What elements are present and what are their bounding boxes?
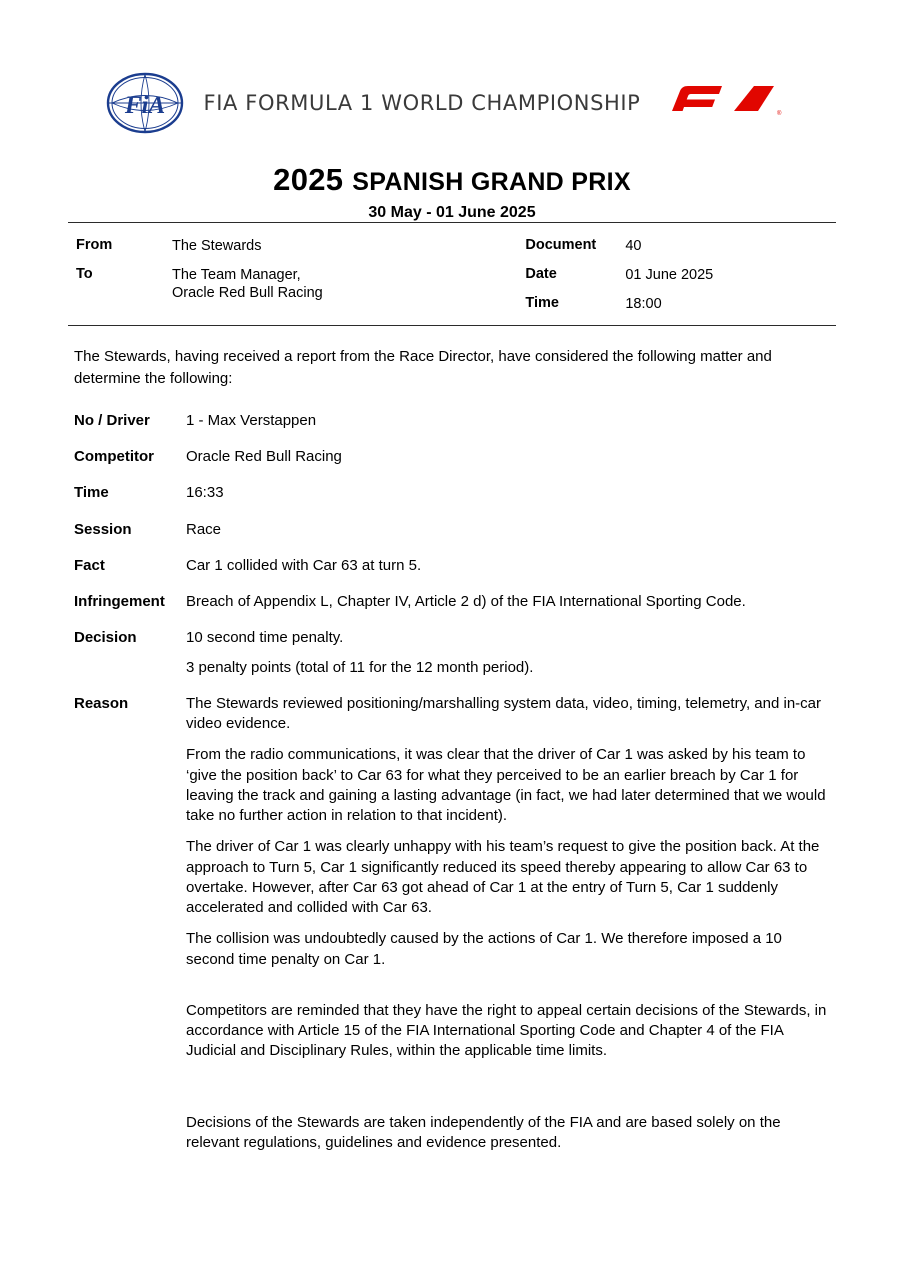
details-block <box>66 389 838 1164</box>
reason-value <box>186 694 830 1164</box>
reason-spacer-2 <box>186 1073 830 1093</box>
meta-right-column <box>467 237 836 313</box>
time-label: Time <box>525 295 559 312</box>
time-value: 18:00 <box>625 296 662 313</box>
reason-paragraph-2: From the radio communications, it was clear that the driver of Car 1 was asked by his team to ‘give the position back’ to Car 63 for what they perceived to be an earlier breach by Car 1 for leaving the track and gaining a lasting advantage (in fact, we had later determined that we would take no further action in relation to that incident). <box>186 746 826 825</box>
event-year: 2025 <box>273 162 344 197</box>
fact-value: Car 1 collided with Car 63 at turn 5. <box>186 556 422 574</box>
detail-row-fact <box>74 556 830 576</box>
reason-paragraph-5: Competitors are reminded that they have the right to appeal certain decisions of the Stewards, in accordance with Article 15 of the FIA International Sporting Code and Chapter 4 of the FIA Judicial and Disciplinary Rules, within the applicable time limits. <box>186 1001 827 1060</box>
svg-text:FiA: FiA <box>124 92 166 119</box>
decision-value <box>186 628 830 678</box>
reason-spacer-1 <box>186 981 830 1001</box>
competitor-value: Oracle Red Bull Racing <box>186 448 342 466</box>
meta-row-time <box>525 295 836 313</box>
session-label: Session <box>74 520 132 538</box>
document-value: 40 <box>625 238 642 254</box>
reason-paragraph-4: The collision was undoubtedly caused by the actions of Car 1. We therefore imposed a 10 second time penalty on Car 1. <box>186 930 782 968</box>
f1-logo-icon <box>670 85 782 121</box>
fact-label: Fact <box>74 556 105 574</box>
detail-row-session <box>74 520 830 540</box>
fia-logo-icon <box>106 72 184 134</box>
no-driver-label: No / Driver <box>74 411 150 429</box>
meta-row-from <box>76 237 467 255</box>
to-label: To <box>76 266 93 283</box>
meta-row-date <box>525 266 836 284</box>
decision-label: Decision <box>74 629 137 647</box>
no-driver-value: 1 - Max Verstappen <box>186 411 317 429</box>
detail-row-decision <box>74 628 830 678</box>
to-value <box>172 266 467 302</box>
detail-row-reason <box>74 694 830 1164</box>
reason-spacer-3 <box>186 1093 830 1113</box>
date-value: 01 June 2025 <box>625 267 714 284</box>
grand-prix-title <box>66 162 838 198</box>
document-label: Document <box>525 237 597 253</box>
intro-paragraph: The Stewards, having received a report from the Race Director, have considered the following matter and determine the following: <box>74 348 772 387</box>
detail-row-time <box>74 483 830 503</box>
session-value: Race <box>186 520 222 538</box>
meta-row-document <box>525 237 836 255</box>
to-value-line1: The Team Manager, <box>172 267 301 284</box>
infringement-value: Breach of Appendix L, Chapter IV, Article 2 d) of the FIA International Sporting Code. <box>186 593 746 611</box>
event-title-block <box>66 162 838 222</box>
infringement-label: Infringement <box>74 593 165 611</box>
detail-row-infringement <box>74 592 830 612</box>
event-name: SPANISH GRAND PRIX <box>352 168 631 196</box>
detail-row-competitor <box>74 447 830 467</box>
meta-block <box>68 223 836 325</box>
reason-paragraph-1: The Stewards reviewed positioning/marshalling system data, video, timing, telemetry, and in-car video evidence. <box>186 694 822 733</box>
reason-paragraph-3: The driver of Car 1 was clearly unhappy with his team’s request to give the position back. At the approach to Turn 5, Car 1 significantly reduced its speed thereby appearing to allow Car 63 to overtake. However, after Car 63 got ahead of Car 1 at the entry of Turn 5, Car 1 suddenly accelerated and collided with Car 63. <box>186 838 820 917</box>
detail-time-value: 16:33 <box>186 484 224 502</box>
event-dates: 30 May - 01 June 2025 <box>368 204 536 221</box>
reason-label: Reason <box>74 694 129 712</box>
date-label: Date <box>525 266 557 283</box>
reason-paragraph-6: Decisions of the Stewards are taken independently of the FIA and are based solely on the relevant regulations, guidelines and evidence presented. <box>186 1113 781 1151</box>
detail-row-no-driver <box>74 411 830 431</box>
competitor-label: Competitor <box>74 448 154 466</box>
svg-text:®: ® <box>777 111 782 117</box>
detail-time-label: Time <box>74 484 109 502</box>
to-value-line2: Oracle Red Bull Racing <box>172 285 323 302</box>
championship-title: FIA FORMULA 1 WORLD CHAMPIONSHIP <box>203 91 641 115</box>
meta-row-to <box>76 266 467 302</box>
from-value: The Stewards <box>172 238 262 254</box>
document-header <box>66 0 838 134</box>
from-label: From <box>76 237 113 253</box>
meta-left-column <box>68 237 467 313</box>
decision-line-2: 3 penalty points (total of 11 for the 12 month period). <box>186 658 534 676</box>
decision-line-1: 10 second time penalty. <box>186 629 344 647</box>
